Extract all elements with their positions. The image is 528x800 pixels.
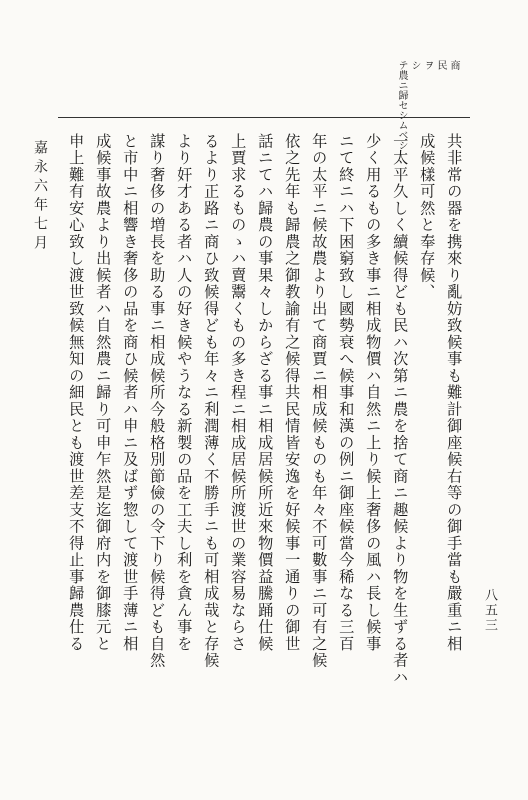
header-line: 商 <box>448 60 459 70</box>
text-column: 成候樣可然と奉存候、 <box>418 133 437 301</box>
text-column: 謀り奢侈の増長を助る事ニ相成候所今般格別節儉の令下り候得ども自然 <box>148 133 167 669</box>
header-line: 民 <box>435 60 446 70</box>
text-column: 上賈求るものゝハ賣鬻くもの多き程ニ相成居候所渡世の業容易ならさ <box>229 133 248 653</box>
text-column: 少く用るもの多き事ニ相成物價ハ自然ニ上り候上奢侈の風ハ長し候事 <box>364 133 383 653</box>
text-column: 共非常の器を携來り亂妨致候事も難計御座候右等の御手當も嚴重ニ相 <box>445 133 464 653</box>
header-line: テ農ニ歸セシムベシ <box>396 60 407 150</box>
text-column: 一太平久しく續候得ども民ハ次第ニ農を捨て商ニ趣候より物を生ずる者ハ <box>391 133 410 686</box>
text-column: 年の太平ニ候故農より出て商賈ニ相成候ものも年々不可數事ニ可有之候 <box>310 133 329 669</box>
text-column: 話ニてハ歸農の事果々しからざる事ニ相成居候所近來物價益騰踊仕候 <box>256 133 275 653</box>
text-column: 成候事故農より出候者ハ自然農ニ歸り可申乍然是迄御府内を御膝元と <box>94 133 113 653</box>
text-column: より奸才ある者ハ人の好き候やうなる新製の品を工夫し利を貪ん事を <box>175 133 194 653</box>
text-column: ニて終ニハ下困窮致し國勢衰へ候事和漢の例ニ御座候當今稀なる三百 <box>337 133 356 653</box>
text-column: 申上難有安心致し渡世致候無知の細民とも渡世差支不得止事歸農仕る <box>67 133 86 653</box>
page-number: 八五三 <box>482 588 497 633</box>
text-column: と市中ニ相響き奢侈の品を商ひ候者ハ申ニ及ばず惣して渡世手薄ニ相 <box>121 133 140 653</box>
header-rule <box>58 117 470 118</box>
header-line: ヲ <box>422 60 433 70</box>
era-date: 嘉永六年七月 <box>32 140 48 254</box>
header-line: シ <box>409 60 420 70</box>
text-column: 依之先年も歸農之御教諭有之候得共民情皆安逸を好候事一通りの御世 <box>283 133 302 653</box>
text-column: るより正路ニ商ひ致候得ども年々ニ利潤薄く不勝手ニも可相成哉と存候 <box>202 133 221 669</box>
